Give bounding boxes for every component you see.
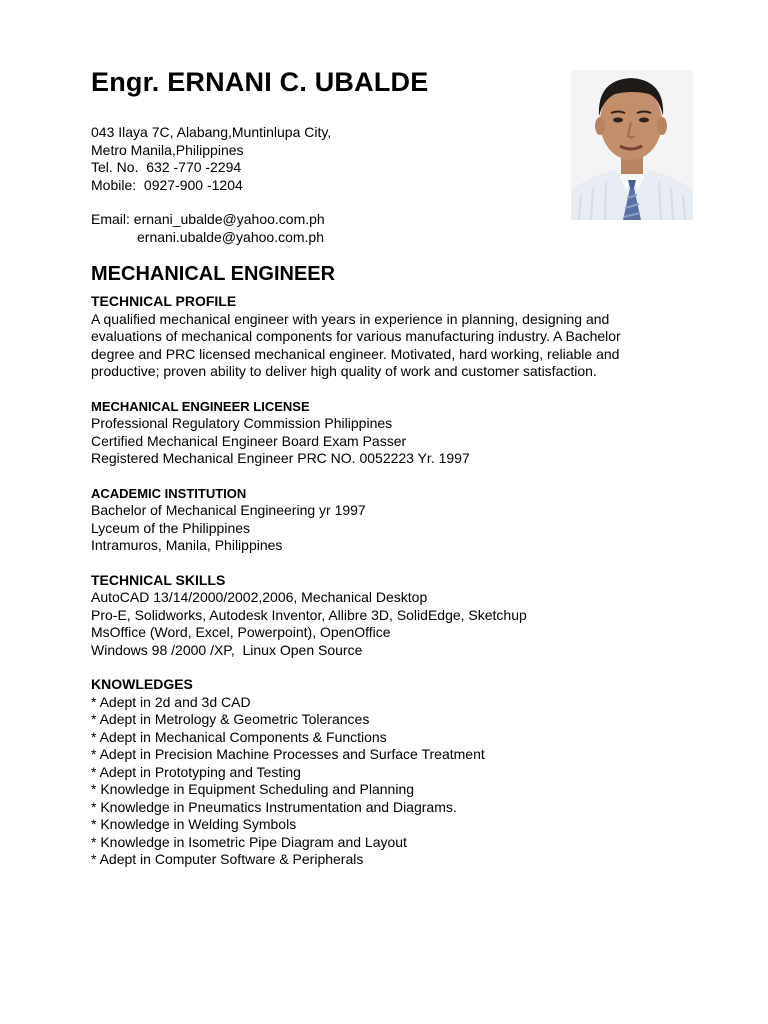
skills-line: Windows 98 /2000 /XP, Linux Open Source bbox=[91, 641, 363, 658]
portrait-illustration bbox=[571, 70, 693, 220]
knowledge-item: * Knowledge in Equipment Scheduling and Planning bbox=[91, 781, 415, 797]
academic-line: Bachelor of Mechanical Engineering yr 1997 bbox=[91, 502, 366, 518]
skills-line: AutoCAD 13/14/2000/2002,2006, Mechanical Desktop bbox=[91, 589, 428, 605]
telephone-number: Tel. No. 632 -770 -2294 bbox=[91, 159, 242, 175]
skills-section bbox=[91, 572, 691, 660]
academic-line: Lyceum of the Philippines bbox=[91, 519, 251, 536]
technical-profile-section bbox=[91, 293, 691, 381]
job-title: MECHANICAL ENGINEER bbox=[91, 263, 336, 285]
email-row-2 bbox=[91, 229, 691, 247]
knowledge-item: * Adept in Metrology & Geometric Tolerances bbox=[91, 711, 370, 727]
knowledge-item: * Adept in Mechanical Components & Functions bbox=[91, 728, 387, 745]
knowledges-heading: KNOWLEDGES bbox=[91, 676, 193, 692]
knowledge-item: * Knowledge in Pneumatics Instrumentation and Diagrams. bbox=[91, 798, 457, 815]
license-line: Certified Mechanical Engineer Board Exam Passer bbox=[91, 432, 407, 449]
academic-heading: ACADEMIC INSTITUTION bbox=[91, 485, 247, 501]
applicant-name: Engr. ERNANI C. UBALDE bbox=[91, 67, 429, 97]
knowledge-item: * Adept in 2d and 3d CAD bbox=[91, 693, 251, 710]
skills-line: Pro-E, Solidworks, Autodesk Inventor, Allibre 3D, SolidEdge, Sketchup bbox=[91, 606, 527, 623]
skills-line: MsOffice (Word, Excel, Powerpoint), OpenOffice bbox=[91, 624, 391, 640]
email-label: Email: bbox=[91, 211, 134, 227]
knowledge-item: * Adept in Computer Software & Peripherals bbox=[91, 851, 364, 867]
academic-line: Intramuros, Manila, Philippines bbox=[91, 537, 283, 553]
mobile-number: Mobile: 0927-900 -1204 bbox=[91, 176, 243, 193]
license-heading: MECHANICAL ENGINEER LICENSE bbox=[91, 398, 310, 414]
knowledge-item: * Knowledge in Isometric Pipe Diagram and Layout bbox=[91, 833, 407, 850]
license-section bbox=[91, 398, 691, 468]
address-line-2: Metro Manila,Philippines bbox=[91, 141, 244, 158]
email-address-2[interactable]: ernani.ubalde@yahoo.com.ph bbox=[137, 228, 325, 245]
skills-heading: TECHNICAL SKILLS bbox=[91, 571, 226, 588]
knowledges-section bbox=[91, 676, 691, 869]
knowledge-item: * Knowledge in Welding Symbols bbox=[91, 816, 297, 832]
technical-profile-heading: TECHNICAL PROFILE bbox=[91, 293, 237, 309]
license-line: Registered Mechanical Engineer PRC NO. 0052223 Yr. 1997 bbox=[91, 450, 470, 466]
address-line-1: 043 Ilaya 7C, Alabang,Muntinlupa City, bbox=[91, 124, 332, 140]
email-address-1[interactable]: ernani_ubalde@yahoo.com.ph bbox=[133, 211, 325, 227]
academic-section bbox=[91, 485, 691, 555]
license-line: Professional Regulatory Commission Philippines bbox=[91, 415, 393, 431]
knowledge-item: * Adept in Prototyping and Testing bbox=[91, 763, 301, 780]
knowledge-item: * Adept in Precision Machine Processes and Surface Treatment bbox=[91, 746, 485, 762]
technical-profile-text: A qualified mechanical engineer with years in experience in planning, designing and evaluations of mechanical components for various manufacturing industry. A Bachelor degree and PRC licensed mechanical engineer. Motivated, hard working, reliable and productive; proven ability to deliver high quality of work and customer satisfaction. bbox=[91, 310, 621, 379]
profile-photo bbox=[571, 70, 693, 220]
